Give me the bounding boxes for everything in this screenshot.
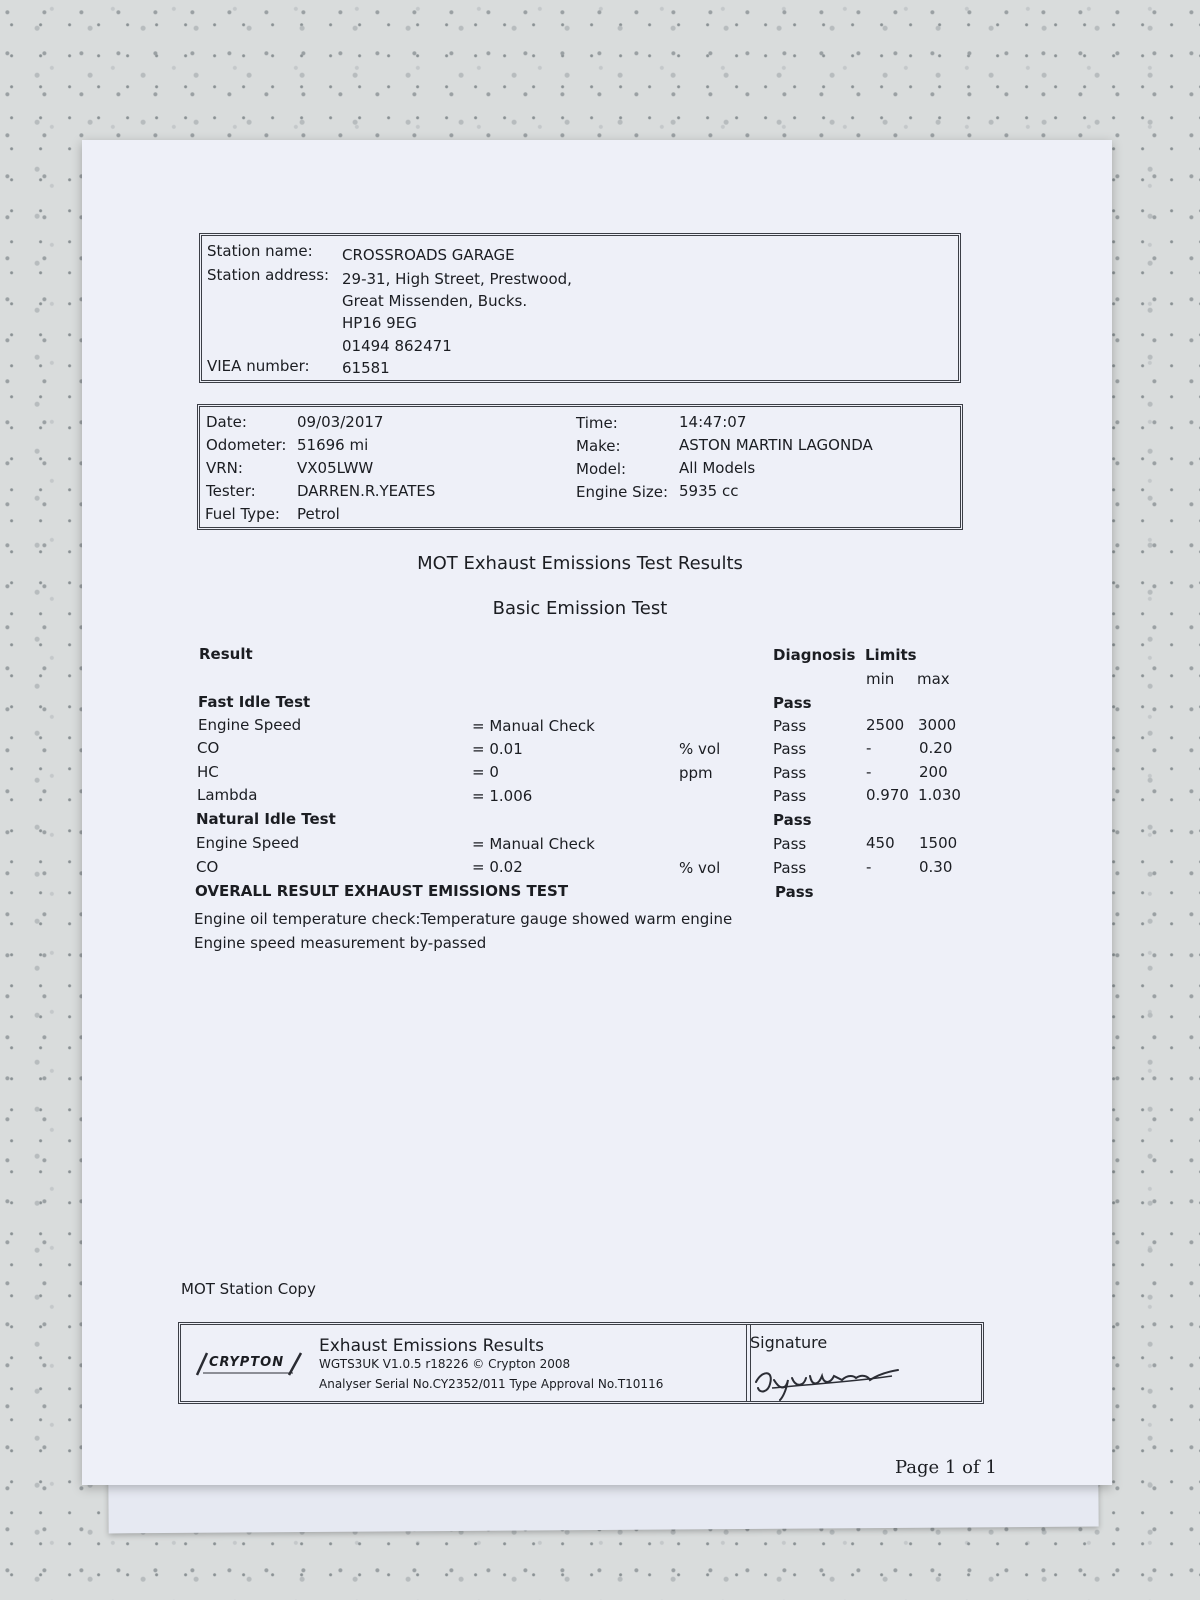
result-value: = 0 bbox=[472, 763, 499, 781]
page-number: Page 1 of 1 bbox=[895, 1457, 997, 1478]
tester-label: Tester: bbox=[206, 482, 256, 500]
result-value: = 0.02 bbox=[472, 858, 523, 876]
station-address-line: HP16 9EG bbox=[342, 314, 417, 332]
make-value: ASTON MARTIN LAGONDA bbox=[679, 436, 873, 454]
result-name: Engine Speed bbox=[196, 834, 300, 852]
overall-result-label: OVERALL RESULT EXHAUST EMISSIONS TEST bbox=[195, 882, 569, 900]
result-min: 0.970 bbox=[866, 786, 909, 804]
limits-header: Limits bbox=[865, 646, 917, 664]
result-name: HC bbox=[197, 763, 219, 781]
viea-number: 61581 bbox=[342, 359, 390, 377]
result-name: Lambda bbox=[197, 786, 258, 804]
station-name: CROSSROADS GARAGE bbox=[342, 246, 515, 264]
result-min: - bbox=[866, 858, 872, 876]
station-address-label: Station address: bbox=[207, 266, 330, 284]
vrn-value: VX05LWW bbox=[297, 459, 374, 477]
result-name: Engine Speed bbox=[198, 716, 302, 734]
result-unit: % vol bbox=[679, 859, 721, 877]
model-value: All Models bbox=[679, 459, 756, 477]
date-value: 09/03/2017 bbox=[297, 413, 384, 431]
footer-title: Exhaust Emissions Results bbox=[319, 1336, 544, 1356]
footer-version: WGTS3UK V1.0.5 r18226 © Crypton 2008 bbox=[319, 1357, 571, 1371]
result-min: 2500 bbox=[866, 716, 905, 734]
result-max: 200 bbox=[919, 763, 948, 781]
result-diagnosis: Pass bbox=[773, 764, 807, 782]
result-min: 450 bbox=[866, 834, 895, 852]
crypton-logo-text: CRYPTON bbox=[209, 1355, 285, 1370]
result-diagnosis: Pass bbox=[773, 740, 807, 758]
handwritten-signature bbox=[752, 1362, 902, 1406]
result-diagnosis: Pass bbox=[773, 835, 807, 853]
viea-label: VIEA number: bbox=[207, 357, 310, 375]
result-max: 1500 bbox=[919, 834, 958, 852]
fuel-label: Fuel Type: bbox=[205, 505, 280, 523]
result-header: Result bbox=[199, 645, 253, 663]
station-box bbox=[199, 233, 961, 383]
engine-size-value: 5935 cc bbox=[679, 482, 739, 500]
engine-size-label: Engine Size: bbox=[576, 483, 669, 501]
odometer-label: Odometer: bbox=[206, 436, 287, 454]
signature-label: Signature bbox=[750, 1333, 828, 1352]
result-max: 0.30 bbox=[919, 858, 953, 876]
result-max: 1.030 bbox=[918, 786, 961, 804]
result-value: = 0.01 bbox=[472, 740, 523, 758]
crypton-logo bbox=[189, 1349, 309, 1379]
result-value: = Manual Check bbox=[472, 717, 595, 735]
min-header: min bbox=[866, 670, 895, 688]
odometer-value: 51696 mi bbox=[297, 436, 369, 454]
result-name: CO bbox=[197, 739, 220, 757]
fast-idle-title: Fast Idle Test bbox=[198, 693, 311, 711]
station-name-label: Station name: bbox=[207, 242, 313, 260]
natural-idle-title: Natural Idle Test bbox=[196, 810, 336, 828]
footer-serial: Analyser Serial No.CY2352/011 Type Approval No.T10116 bbox=[319, 1377, 664, 1391]
result-min: - bbox=[866, 739, 872, 757]
fuel-value: Petrol bbox=[297, 505, 340, 523]
result-name: CO bbox=[196, 858, 219, 876]
result-value: = Manual Check bbox=[472, 835, 595, 853]
station-address-line: 29-31, High Street, Prestwood, bbox=[342, 270, 572, 288]
time-label: Time: bbox=[576, 414, 618, 432]
vrn-label: VRN: bbox=[206, 459, 243, 477]
fast-idle-status: Pass bbox=[773, 694, 812, 712]
result-value: = 1.006 bbox=[472, 787, 533, 805]
page-title: MOT Exhaust Emissions Test Results bbox=[417, 553, 743, 574]
tester-value: DARREN.R.YEATES bbox=[297, 482, 436, 500]
result-diagnosis: Pass bbox=[773, 859, 807, 877]
station-address-line: Great Missenden, Bucks. bbox=[342, 292, 528, 310]
diagnosis-header: Diagnosis bbox=[773, 646, 856, 664]
note: Engine speed measurement by-passed bbox=[194, 934, 487, 952]
station-address-line: 01494 862471 bbox=[342, 337, 452, 355]
make-label: Make: bbox=[576, 437, 621, 455]
natural-idle-status: Pass bbox=[773, 811, 812, 829]
page-subtitle: Basic Emission Test bbox=[492, 598, 668, 619]
date-label: Date: bbox=[206, 413, 247, 431]
result-max: 3000 bbox=[918, 716, 957, 734]
note: Engine oil temperature check:Temperature gauge showed warm engine bbox=[194, 910, 733, 928]
result-diagnosis: Pass bbox=[773, 787, 807, 805]
result-unit: % vol bbox=[679, 740, 721, 758]
time-value: 14:47:07 bbox=[679, 413, 747, 431]
result-min: - bbox=[866, 763, 872, 781]
max-header: max bbox=[917, 670, 950, 688]
result-diagnosis: Pass bbox=[773, 717, 807, 735]
result-max: 0.20 bbox=[919, 739, 953, 757]
overall-result-status: Pass bbox=[775, 883, 814, 901]
model-label: Model: bbox=[576, 460, 627, 478]
station-copy-label: MOT Station Copy bbox=[181, 1280, 316, 1298]
result-unit: ppm bbox=[679, 764, 713, 782]
